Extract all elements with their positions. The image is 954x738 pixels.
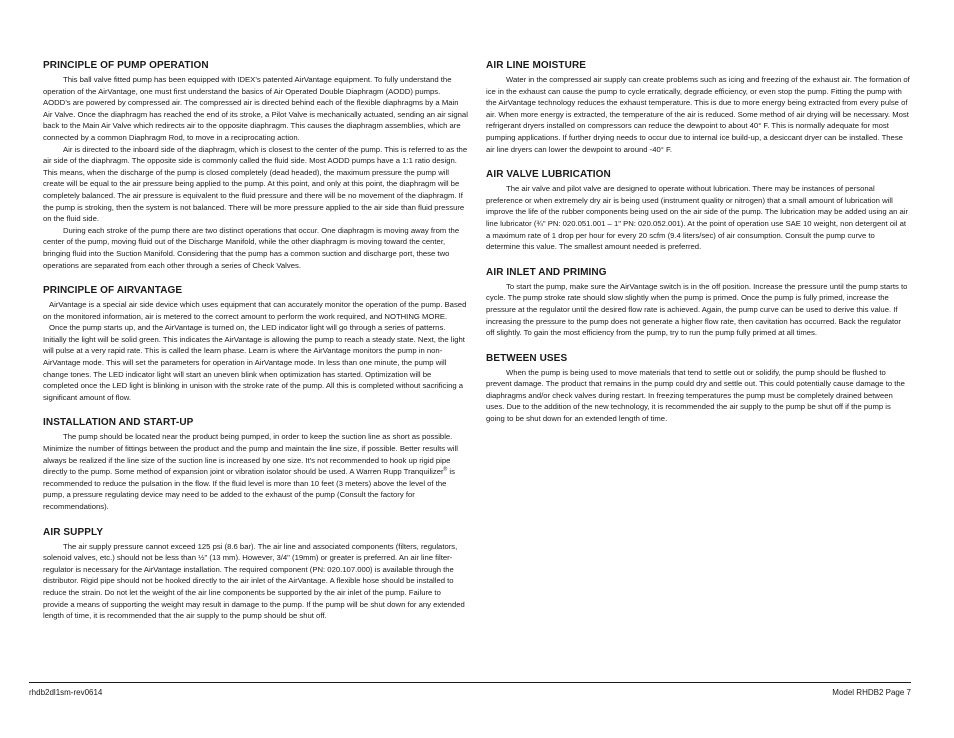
section-air-inlet-priming xyxy=(486,267,910,339)
heading-airvantage: PRINCIPLE OF AIRVANTAGE xyxy=(43,285,183,297)
between-uses-paragraph-1: When the pump is being used to move materials that tend to settle out or solidify, the pump should be flushed to prevent damage. The product that remains in the pump could dry and settle out. This could potentially cause damage to the diaphragms and/or check valves during restart. In freezing temperatures the pump must be completely drained between uses. Due to the addition of the new technology, it is recommended the air supply to the pump be shut off if the pump is going to be shut down for an extended length of time. xyxy=(486,367,905,424)
left-column xyxy=(43,60,468,636)
footer-document-code: rhdb2dl1sm-rev0614 xyxy=(29,688,103,697)
heading-air-valve-lubrication: AIR VALVE LUBRICATION xyxy=(486,169,611,181)
air-inlet-priming-paragraph-1: To start the pump, make sure the AirVantage switch is in the off position. Increase the pressure until the pump starts to cycle. The pump stroke rate should slow slightly when the pump is primed. Once the pump is fully primed, increase the pressure at the regulator until the desired flow rate is achieved. Again, the pump curve can be used to derive this value. If increasing the pressure to the pump does not generate a higher flow rate, then cavitation has occurred. Back the regulator off slightly. To gain the most efficiency from the pump, try to run the pump fully primed at all times. xyxy=(486,281,908,338)
section-pump-operation xyxy=(43,60,468,271)
heading-air-line-moisture: AIR LINE MOISTURE xyxy=(486,60,587,71)
heading-pump-operation: PRINCIPLE OF PUMP OPERATION xyxy=(43,60,209,71)
registered-mark: ® xyxy=(443,466,448,473)
heading-between-uses: BETWEEN USES xyxy=(486,352,568,364)
heading-installation: INSTALLATION AND START-UP xyxy=(43,417,194,429)
section-installation xyxy=(43,417,468,512)
section-between-uses xyxy=(486,353,910,425)
airvantage-paragraph-1: AirVantage is a special air side device which uses equipment that can accurately monitor the operation of the pump. Based on the monitored information, air is metered to the correct amount to perform the work required, and NOTHING MORE. xyxy=(43,300,467,321)
section-air-valve-lubrication xyxy=(486,169,910,253)
pump-operation-paragraph-2: Air is directed to the inboard side of the diaphragm, which is closest to the center of the pump. This is referred to as the air side of the diaphragm. The opposite side is commonly called the fluid side. Most AODD pumps have a 1:1 ratio design. This means, when the discharge of the pump is closed completely (dead headed), the maximum pressure the pump will create will be equal to the air pressure being applied to the pump. At this point, and only at this point, the diaphragm will be completely balanced. The air pressure is equivalent to the fluid pressure and there will be no movement of the diaphragm. If the pump is stroking, then the system is not balanced. There will be more pressure applied to the air side than fluid pressure on the fluid side. xyxy=(43,144,468,224)
pump-operation-paragraph-1: This ball valve fitted pump has been equipped with IDEX’s patented AirVantage equipment. To fully understand the operation of the AirVantage, one must first understand the basics of Air Operated Double Diaphragm (AODD) pumps. AODD’s are powered by compressed air. The compressed air is directed behind each of the flexible diaphragms by a Main Air Valve. Once the diaphragm has reached the end of its stroke, a Pilot Valve is mechanically actuated, sending an air signal back to the Main Air Valve which redirects air to the opposite diaphragm. This causes the diaphragm assemblies, which are connected by a common Diaphragm Rod, to move in a reciprocating action. xyxy=(43,75,468,142)
section-air-supply xyxy=(43,527,468,622)
heading-air-supply: AIR SUPPLY xyxy=(43,526,104,538)
heading-air-inlet-priming: AIR INLET AND PRIMING xyxy=(486,266,607,278)
section-air-line-moisture xyxy=(486,60,910,155)
air-line-moisture-paragraph-1: Water in the compressed air supply can create problems such as icing and freezing of the exhaust air. The formation of ice in the exhaust can cause the pump to cycle erratically, degrade efficiency, or even stop the pump. Fitting the pump with the AirVantage technology reduces the exhaust temperature. This is due to more energy being extracted from every pulse of air. When more energy is extracted, the temperature of the air is reduced. Some method of air drying will be necessary. Most refrigerant dryers installed on compressors can reduce the dewpoint to about 40° F. This is normally adequate for most pumping applications. If further drying needs to occur due to internal ice build-up, a desiccant dryer can be installed. These air line dryers can lower the dewpoint to around -40° F. xyxy=(486,75,910,154)
footer-page-label: Model RHDB2 Page 7 xyxy=(832,688,911,697)
installation-text-b: is recommended to reduce the pulsation in the flow. If the fluid level is more than 10 feet (3 meters) above the level of the pump, a pressure regulating device may need to be added to the exhaust of the pump (Consult the factory for recommendations). xyxy=(43,467,455,511)
air-valve-lubrication-paragraph-1: The air valve and pilot valve are designed to operate without lubrication. There may be instances of personal preference or when extremely dry air is being used (instrument quality or nitrogen) that a small amount of lubrication will improve the life of the rubber components being used on the air side of the pump. The lubrication may be added using an air line lubricator (¾" PN: 020.051.001 – 1" PN: 020.052.001). At the point of operation use SAE 10 weight, non detergent oil at a maximum rate of 1 drop per hour for every 20 scfm (9.4 liters/sec) of air consumption. Consult the pump curve to determine this value. The smallest amount needed is preferred. xyxy=(486,184,909,252)
airvantage-paragraph-2: Once the pump starts up, and the AirVantage is turned on, the LED indicator light will go through a series of patterns. Initially the light will be solid green. This indicates the AirVantage is allowing the pump to reach a steady state. Next, the light will pulse at a very rapid rate. This is called the learn phase. Learn is where the AirVantage monitors the pump in non-AirVantage mode. This will set the parameters for operation in AirVantage mode. In less than one minute, the pump will change tones. The LED indicator light will start an uneven blink when optimization has started. Optimization will be completed once the LED light is blinking in unison with the stroke rate of the pump. All this is completed without sacrificing a significant amount of flow. xyxy=(43,323,465,402)
air-supply-paragraph-1: The air supply pressure cannot exceed 125 psi (8.6 bar). The air line and associated components (filters, regulators, solenoid valves, etc.) should not be less than ½" (13 mm). However, 3/4" (19mm) or greater is preferred. An air line filter-regulator is necessary for the AirVantage installation. The required component (PN: 020.107.000) is available through the distributor. Rigid pipe should not be hooked directly to the air inlet of the AirVantage. A flexible hose should be installed to reduce the strain. Do not let the weight of the air line components be supported by the air inlet of the pump. Failure to provide a means of supporting the weight may result in damage to the pump. If the pump will be shut down for any extended length of time, it is recommended that the air supply to the pump should be shut off. xyxy=(43,541,465,621)
installation-text-a: The pump should be located near the product being pumped, in order to keep the suction line as short as possible. Minimize the number of fittings between the product and the pump and maintain the line size, if possible. Better results will always be realized if the line size of the suction line is increased by one size. It's not recommended to hook up rigid pipe directly to the pump. Some method of expansion joint or vibration isolator should be used. A Warren Rupp Tranquilizer xyxy=(43,432,458,477)
right-column xyxy=(486,60,910,439)
pump-operation-paragraph-3: During each stroke of the pump there are two distinct operations that occur. One diaphragm is moving away from the center of the pump, moving fluid out of the Discharge Manifold, while the other diaphragm is moving toward the center, bringing fluid into the Suction Manifold. Considering that the pump has a common suction and discharge port, these two operations are separated from each other through a series of Check Valves. xyxy=(43,225,460,270)
footer-divider xyxy=(29,682,911,683)
installation-paragraph-1 xyxy=(43,431,468,512)
section-airvantage xyxy=(43,285,468,403)
